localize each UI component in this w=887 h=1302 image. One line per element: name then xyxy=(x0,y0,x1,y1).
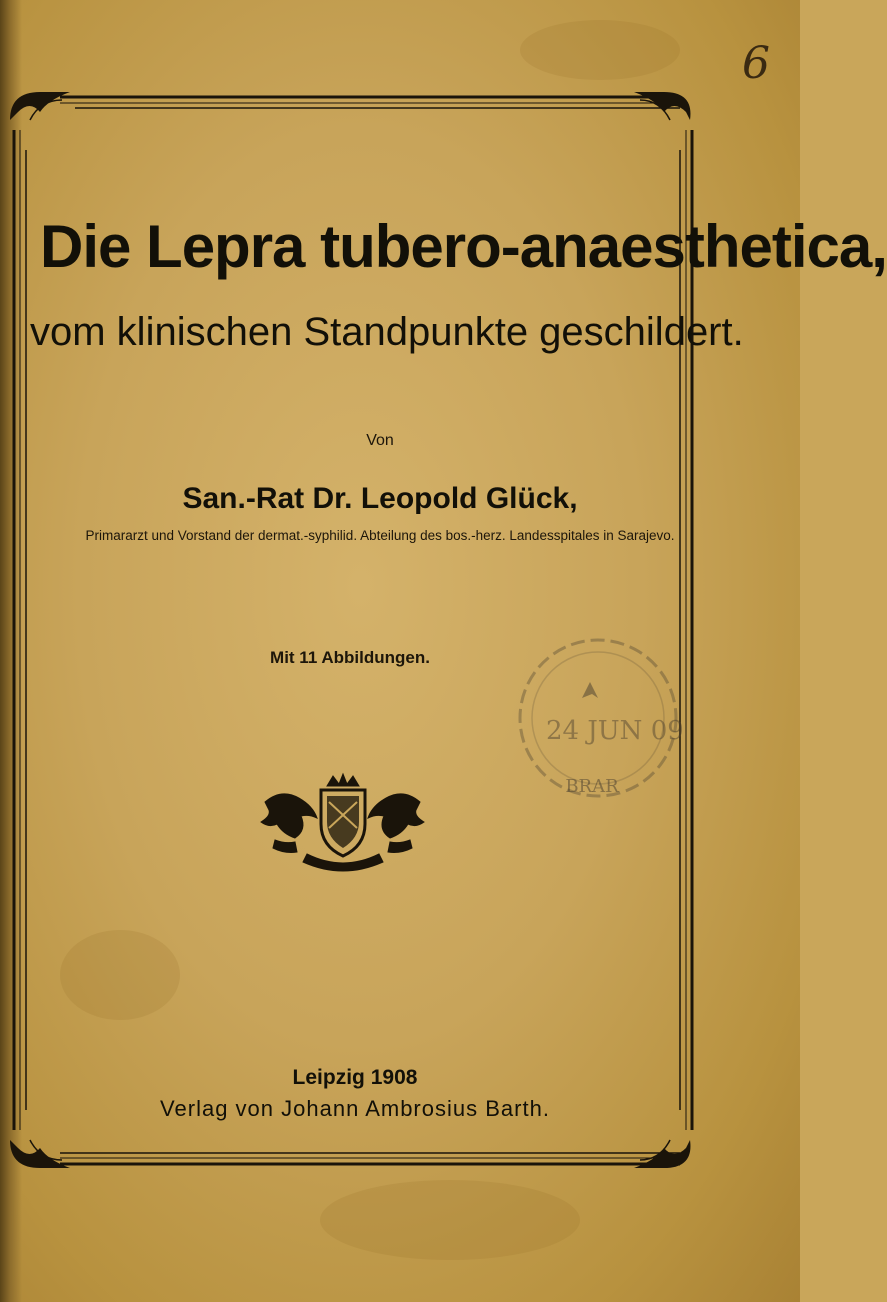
library-stamp-icon xyxy=(498,618,690,800)
printer-emblem-icon xyxy=(255,772,430,872)
publisher: Verlag von Johann Ambrosius Barth. xyxy=(160,1096,550,1121)
publication-place-year: Leipzig 1908 xyxy=(292,1066,418,1089)
by-line: Von xyxy=(366,432,394,449)
stamp-date: 24 JUN 09 xyxy=(546,716,684,746)
book-subtitle: vom klinischen Standpunkte geschildert. xyxy=(30,310,744,354)
author-name: San.-Rat Dr. Leopold Glück, xyxy=(182,482,578,515)
book-title: Die Lepra tubero-anaesthetica, xyxy=(40,213,887,280)
stamp-mark: BRAR xyxy=(565,776,619,797)
handwritten-page-number: 6 xyxy=(742,38,770,89)
illustrations-note: Mit 11 Abbildungen. xyxy=(270,648,430,667)
author-affiliation: Primararzt und Vorstand der dermat.-syphilid. Abteilung des bos.-herz. Landesspitales in Sarajevo. xyxy=(85,528,675,543)
